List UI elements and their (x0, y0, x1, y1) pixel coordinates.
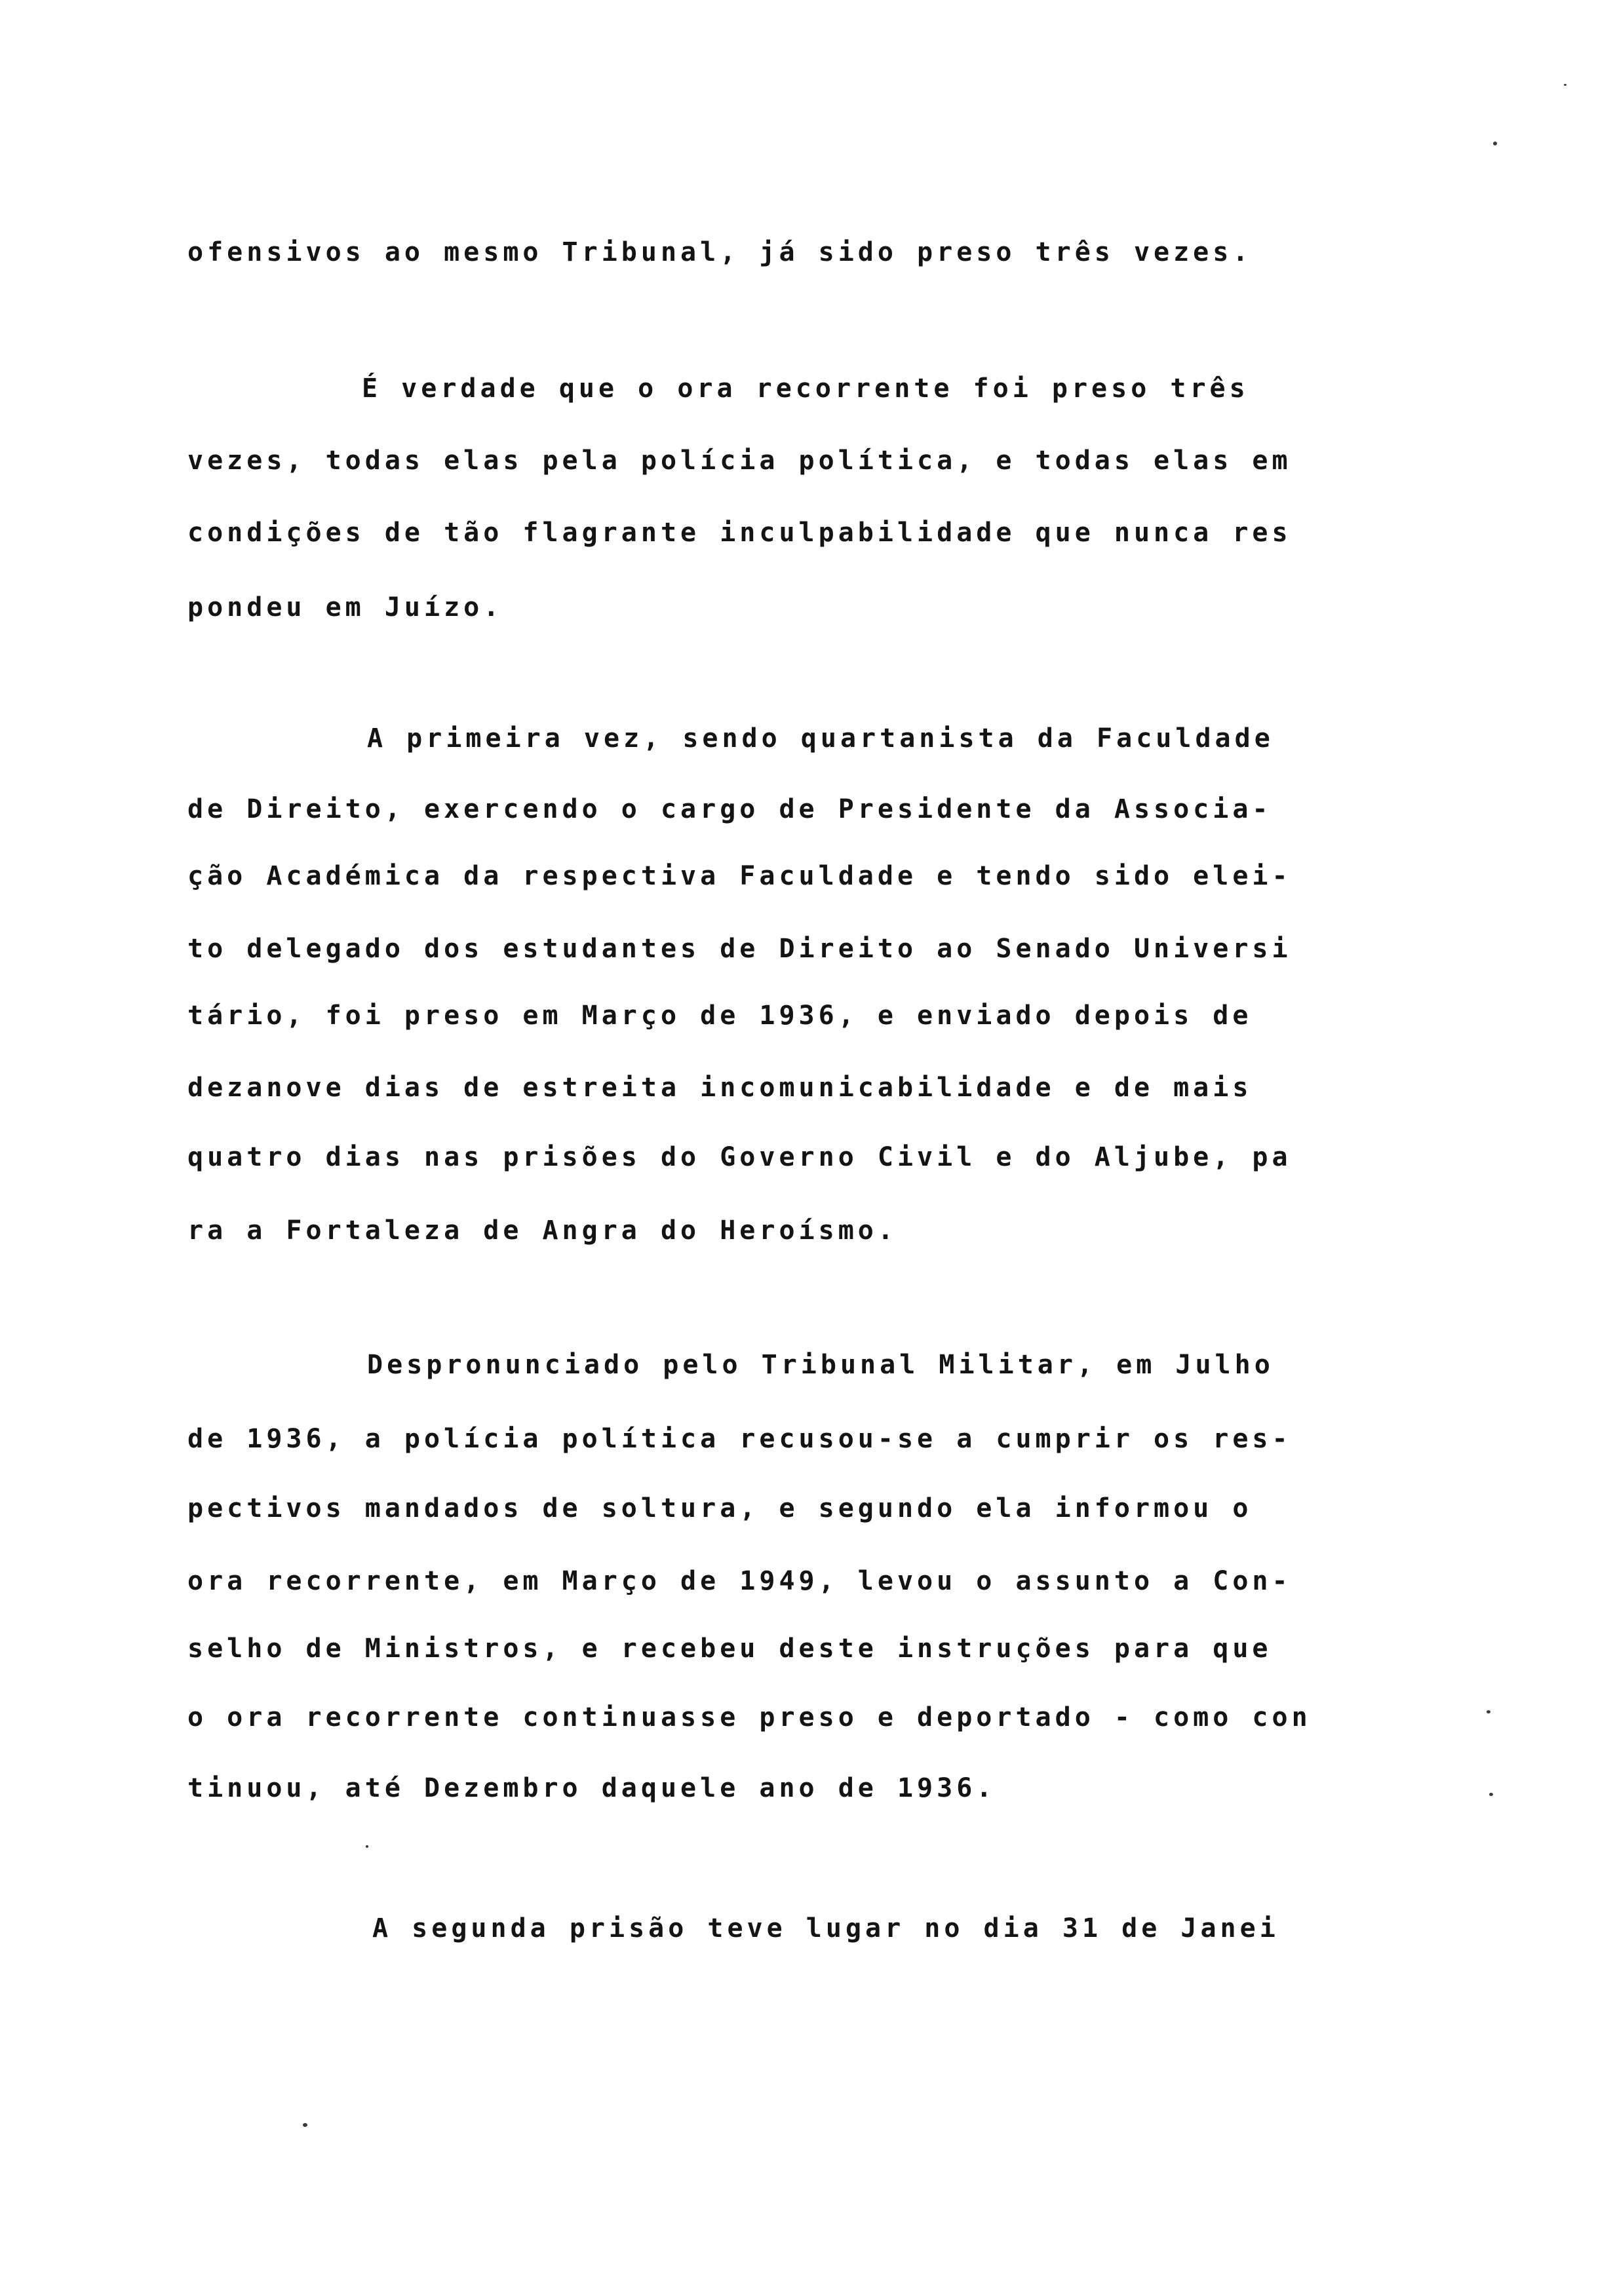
text-line: de 1936, a polícia política recusou-se a cumprir os res- (187, 1424, 1292, 1454)
text-line: A segunda prisão teve lugar no dia 31 de Janei (372, 1913, 1279, 1943)
text-line: ra a Fortaleza de Angra do Heroísmo. (187, 1215, 897, 1246)
text-line: quatro dias nas prisões do Governo Civil e do Aljube, pa (187, 1142, 1292, 1172)
text-line: vezes, todas elas pela polícia política, e todas elas em (187, 446, 1292, 476)
text-line: tinuou, até Dezembro daquele ano de 1936. (187, 1773, 996, 1803)
text-line: ção Académica da respectiva Faculdade e tendo sido elei- (187, 861, 1292, 891)
scan-speck (303, 2123, 307, 2127)
text-line: de Direito, exercendo o cargo de Presidente da Associa- (187, 794, 1272, 824)
text-line: ofensivos ao mesmo Tribunal, já sido preso três vezes. (187, 237, 1253, 267)
text-line: pectivos mandados de soltura, e segundo ela informou o (187, 1493, 1253, 1523)
text-line: pondeu em Juízo. (187, 592, 503, 622)
text-line: A primeira vez, sendo quartanista da Faculdade (367, 723, 1274, 754)
scan-speck (1493, 142, 1497, 145)
text-line: o ora recorrente continuasse preso e deportado - como con (187, 1702, 1312, 1732)
text-line: condições de tão flagrante inculpabilidade que nunca res (187, 518, 1292, 548)
text-line: Despronunciado pelo Tribunal Militar, em Julho (367, 1350, 1274, 1380)
text-line: É verdade que o ora recorrente foi preso três (362, 373, 1249, 404)
text-line: selho de Ministros, e recebeu deste instruções para que (187, 1634, 1272, 1664)
scan-speck (1489, 1793, 1493, 1796)
text-line: to delegado dos estudantes de Direito ao Senado Universi (187, 934, 1292, 964)
scan-speck (366, 1845, 368, 1848)
text-line: dezanove dias de estreita incomunicabilidade e de mais (187, 1073, 1253, 1103)
scan-speck (1487, 1710, 1490, 1713)
text-line: ora recorrente, em Março de 1949, levou o assunto a Con- (187, 1566, 1292, 1596)
text-line: tário, foi preso em Março de 1936, e enviado depois de (187, 1001, 1253, 1031)
scan-speck (1564, 84, 1566, 86)
